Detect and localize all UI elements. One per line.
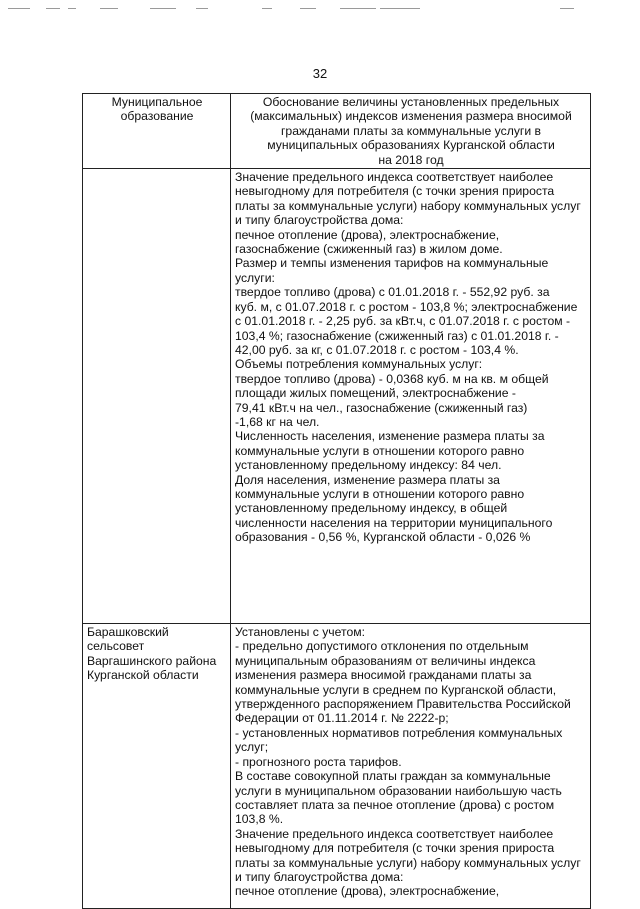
text-line: услуги в муниципальном образовании наибольшую часть [235,783,562,798]
text-line: 103,8 %. [235,812,284,827]
text-line: и типу благоустройства дома: [235,869,404,884]
text-line: услуг; [235,740,269,755]
table-row [83,624,591,909]
text-line: куб. м, с 01.07.2018 г. с ростом - 103,8 %; электроснабжение [235,299,578,314]
text-line: муниципальным образованиям от величины индекса [235,653,536,668]
text-line: печное отопление (дрова), электроснабжение, [235,884,500,899]
municipality-line: Курганской области [87,668,199,683]
text-line: коммунальные услуги в отношении которого равно [235,443,525,458]
text-line: платы за коммунальные услуги) набору коммунальных услуг [235,855,581,870]
text-line: площади жилых помещений, электроснабжение - [235,386,516,401]
municipality-cell [83,624,231,909]
text-line: установленному предельному индексу, в общей [235,501,508,516]
header-justification-cell [231,94,591,169]
justification-cell [231,624,591,909]
municipality-cell [83,169,231,624]
header-text-line: муниципальных образованиях Курганской области [267,138,555,153]
text-line: услуги: [235,270,275,285]
text-line: Объемы потребления коммунальных услуг: [235,357,483,372]
text-line: Численность населения, изменение размера платы за [235,429,545,444]
text-line: -1,68 кг на чел. [235,414,320,429]
municipality-line: Барашковский [87,625,169,640]
header-text-line: Муниципальное [111,95,203,109]
text-line: составляет плата за печное отопление (дрова) с ростом [235,797,555,812]
text-line: Значение предельного индекса соответствует наиболее [235,170,554,185]
text-line: печное отопление (дрова), электроснабжение, [235,227,500,242]
text-line: Значение предельного индекса соответствует наиболее [235,826,554,841]
text-line: 42,00 руб. за кг, с 01.07.2018 г. с ростом - 103,4 %. [235,342,519,357]
text-line: твердое топливо (дрова) с 01.01.2018 г. - 552,92 руб. за [235,285,550,300]
text-line: - прогнозного роста тарифов. [235,754,402,769]
municipality-line: сельсовет [87,639,145,654]
text-line: Доля населения, изменение размера платы за [235,472,500,487]
text-line: установленному предельному индексу: 84 чел. [235,458,502,473]
header-text-line: образование [120,109,194,124]
text-line: Размер и темпы изменения тарифов на коммунальные [235,256,549,271]
text-line: - установленных нормативов потребления коммунальных [235,725,563,740]
table-header-row [83,94,591,169]
scan-artifact-marks [0,6,640,12]
text-line: коммунальные услуги в отношении которого равно [235,486,525,501]
text-line: Установлены с учетом: [235,625,365,640]
justification-cell [231,169,591,624]
header-text-line: гражданами платы за коммунальные услуги в [280,123,542,138]
text-line: утвержденного распоряжением Правительства Российской [235,697,571,712]
text-line: 103,4 %; газоснабжение (сжиженный газ) с 01.01.2018 г. - [235,328,559,343]
municipality-line: Варгашинского района [87,653,217,668]
text-line: В составе совокупной платы граждан за коммунальные [235,769,551,784]
text-line: - предельно допустимого отклонения по отдельным [235,639,529,654]
text-line: образования - 0,56 %, Курганской области - 0,026 % [235,530,531,545]
text-line: с 01.01.2018 г. - 2,25 руб. за кВт.ч, с 01.07.2018 г. с ростом - [235,314,571,329]
header-text-line: Обоснование величины установленных предельных [262,95,560,109]
text-line: коммунальные услуги в среднем по Курганской области, [235,682,557,697]
text-line: невыгодному для потребителя (с точки зрения прироста [235,184,555,199]
header-text-line: (максимальных) индексов изменения размера вносимой [250,109,572,124]
table-row [83,169,591,624]
header-municipality-cell [83,94,231,169]
text-line: газоснабжение (сжиженный газ) в жилом доме. [235,242,503,257]
text-line: и типу благоустройства дома: [235,213,404,228]
text-line: Федерации от 01.11.2014 г. № 2222-р; [235,711,449,726]
text-line: твердое топливо (дрова) - 0,0368 куб. м на кв. м общей [235,371,549,386]
text-line: изменения размера вносимой гражданами платы за [235,668,532,683]
text-line: 79,41 кВт.ч на чел., газоснабжение (сжиженный газ) [235,400,528,415]
municipal-index-table [82,93,591,909]
header-text-line: на 2018 год [378,152,444,167]
page-number: 32 [312,66,328,81]
text-line: невыгодному для потребителя (с точки зрения прироста [235,841,555,856]
text-line: платы за коммунальные услуги) набору коммунальных услуг [235,198,581,213]
text-line: численности населения на территории муниципального [235,515,553,530]
